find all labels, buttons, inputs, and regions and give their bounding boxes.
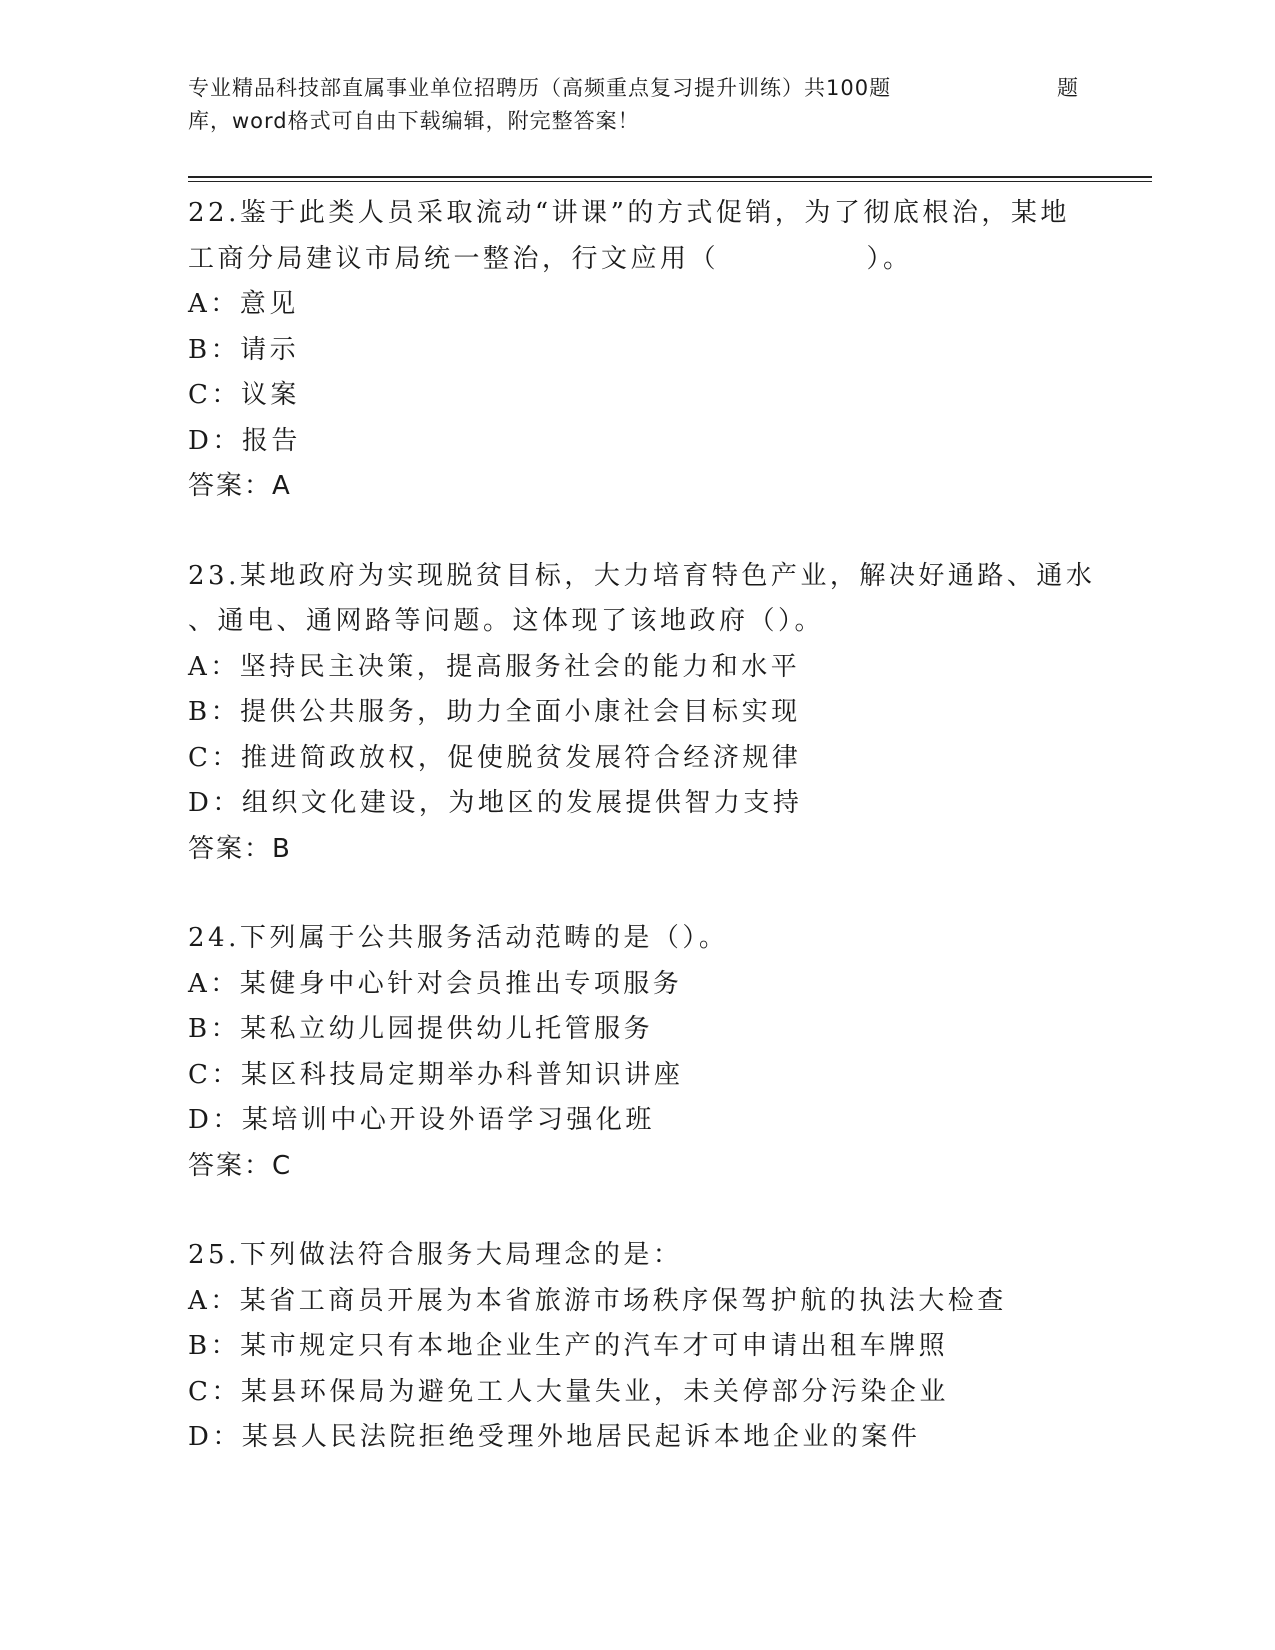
answer-line: 答案：C bbox=[188, 1150, 293, 1181]
option-a: A：某省工商员开展为本省旅游市场秩序保驾护航的执法大检查 bbox=[188, 1285, 1007, 1316]
question-24 bbox=[188, 916, 1088, 1189]
page-header bbox=[188, 72, 1088, 138]
option-d: D：组织文化建设，为地区的发展提供智力支持 bbox=[188, 788, 803, 818]
option-a: A：意见 bbox=[188, 289, 299, 319]
option-c: C：推进简政放权，促使脱贫发展符合经济规律 bbox=[188, 742, 802, 773]
option-c: C：某区科技局定期举办科普知识讲座 bbox=[188, 1059, 684, 1090]
question-23 bbox=[188, 554, 1096, 873]
option-d: D：报告 bbox=[188, 425, 301, 456]
question-22 bbox=[188, 191, 1088, 510]
question-25 bbox=[188, 1233, 1088, 1461]
answer-line: 答案：A bbox=[188, 471, 292, 501]
option-b: B：某私立幼儿园提供幼儿托管服务 bbox=[188, 1014, 654, 1044]
option-c: C：某县环保局为避免工人大量失业，未关停部分污染企业 bbox=[188, 1376, 949, 1407]
option-b: B：提供公共服务，助力全面小康社会目标实现 bbox=[188, 697, 801, 727]
question-stem-line: 23.某地政府为实现脱贫目标，大力培育特色产业，解决好通路、通水 bbox=[188, 560, 1096, 591]
header-title-text: 专业精品科技部直属事业单位招聘历（高频重点复习提升训练）共100题 bbox=[188, 76, 892, 100]
option-b: B：某市规定只有本地企业生产的汽车才可申请出租车牌照 bbox=[188, 1331, 949, 1361]
question-stem-line: 、通电、通网路等问题。这体现了该地政府（）。 bbox=[188, 606, 825, 636]
answer-line: 答案：B bbox=[188, 833, 292, 864]
option-c: C：议案 bbox=[188, 380, 300, 410]
header-divider-thick bbox=[188, 176, 1152, 178]
question-stem-line: 25.下列做法符合服务大局理念的是： bbox=[188, 1240, 683, 1270]
option-a: A：坚持民主决策，提高服务社会的能力和水平 bbox=[188, 651, 801, 682]
header-divider-thin bbox=[188, 181, 1152, 182]
question-stem-line: 24.下列属于公共服务活动范畴的是（）。 bbox=[188, 923, 729, 953]
question-stem-line: 工商分局建议市局统一整治，行文应用（ ）。 bbox=[188, 243, 913, 274]
option-b: B：请示 bbox=[188, 334, 300, 365]
option-a: A：某健身中心针对会员推出专项服务 bbox=[188, 968, 683, 999]
option-d: D：某县人民法院拒绝受理外地居民起诉本地企业的案件 bbox=[188, 1422, 921, 1452]
question-list bbox=[188, 191, 1096, 1505]
question-stem-line: 22.鉴于此类人员采取流动“讲课”的方式促销，为了彻底根治，某地 bbox=[188, 198, 1070, 228]
option-d: D：某培训中心开设外语学习强化班 bbox=[188, 1105, 655, 1135]
header-title-suffix: 题 bbox=[1057, 76, 1079, 100]
header-line-2: 库，word格式可自由下载编辑，附完整答案！ bbox=[188, 109, 640, 133]
header-line-1 bbox=[188, 72, 1088, 105]
